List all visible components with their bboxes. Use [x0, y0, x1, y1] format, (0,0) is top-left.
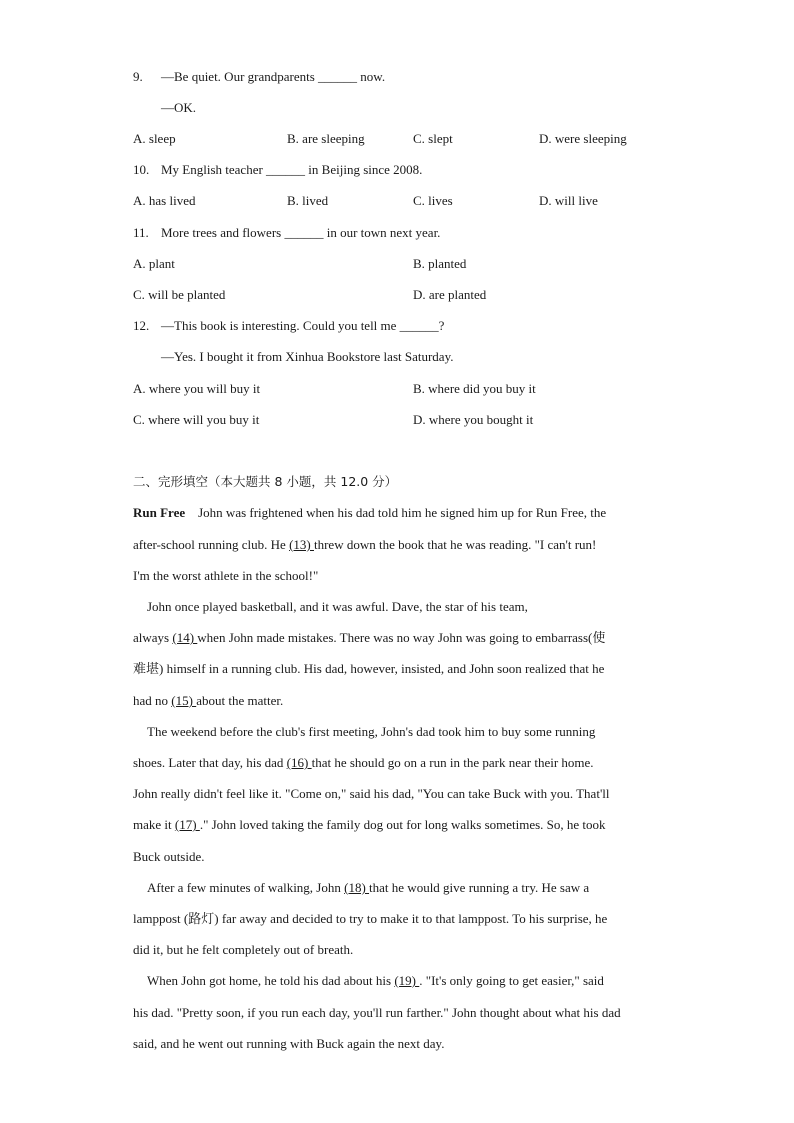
option-b[interactable]: B. where did you buy it [413, 381, 536, 396]
passage-text: shoes. Later that day, his dad [133, 755, 287, 770]
blank-18[interactable]: (18) [344, 880, 370, 895]
passage-text: that he should go on a run in the park near their home. [311, 755, 594, 770]
option-a[interactable]: A. has lived [133, 193, 196, 208]
passage-line: lamppost (路灯) far away and decided to try to make it to that lamppost. To his surprise, he [133, 911, 608, 926]
option-d[interactable]: D. were sleeping [539, 131, 627, 146]
question-number: 10. [133, 162, 150, 177]
passage-line: said, and he went out running with Buck again the next day. [133, 1036, 445, 1051]
passage-text: had no [133, 693, 172, 708]
option-a[interactable]: A. sleep [133, 131, 176, 146]
option-a[interactable]: A. where you will buy it [133, 381, 261, 396]
passage-line [133, 817, 606, 833]
passage-line: Buck outside. [133, 849, 205, 864]
question-stem-reply: —OK. [161, 100, 197, 115]
blank-16[interactable]: (16) [286, 755, 312, 770]
passage-line [133, 630, 605, 646]
option-d[interactable]: D. are planted [413, 287, 487, 302]
option-b[interactable]: B. planted [413, 256, 467, 271]
option-c[interactable]: C. will be planted [133, 287, 226, 302]
passage-text: after-school running club. He [133, 537, 290, 552]
passage-line: The weekend before the club's first meeting, John's dad took him to buy some running [147, 724, 596, 739]
question-number: 11. [133, 225, 149, 240]
passage-line [147, 973, 604, 989]
question-stem: —This book is interesting. Could you tell me ______? [161, 318, 445, 333]
passage-line [133, 755, 594, 771]
passage-title: Run Free [133, 505, 186, 520]
option-b[interactable]: B. lived [287, 193, 329, 208]
passage-text: John was frightened when his dad told him he signed him up for Run Free, the [198, 505, 607, 520]
question-stem: —Be quiet. Our grandparents ______ now. [161, 69, 386, 84]
passage-line: 难堪) himself in a running club. His dad, however, insisted, and John soon realized that he [133, 661, 605, 676]
option-c[interactable]: C. where will you buy it [133, 412, 260, 427]
passage-line: John once played basketball, and it was awful. Dave, the star of his team, [147, 599, 528, 614]
question-number: 9. [133, 69, 143, 84]
blank-14[interactable]: (14) [172, 630, 198, 645]
passage-text: After a few minutes of walking, John [147, 880, 345, 895]
blank-17[interactable]: (17) [174, 817, 200, 832]
passage-text: that he would give running a try. He saw a [369, 880, 590, 895]
option-b[interactable]: B. are sleeping [287, 131, 365, 146]
blank-19[interactable]: (19) [394, 973, 420, 988]
passage-text: when John made mistakes. There was no way John was going to embarrass(使 [197, 630, 606, 645]
passage-text: make it [133, 817, 175, 832]
passage-line: did it, but he felt completely out of breath. [133, 942, 354, 957]
passage-text: always [133, 630, 173, 645]
section-title: 二、完形填空（本大题共 8 小题，共 12.0 分） [133, 474, 398, 489]
passage-line [147, 880, 589, 896]
passage-line [133, 505, 606, 521]
option-a[interactable]: A. plant [133, 256, 175, 271]
option-d[interactable]: D. will live [539, 193, 598, 208]
passage-line: his dad. "Pretty soon, if you run each day, you'll run farther." John thought about what his dad [133, 1005, 621, 1020]
passage-text: threw down the book that he was reading. "I can't run! [313, 537, 597, 552]
passage-line [133, 693, 283, 709]
passage-text: about the matter. [196, 693, 284, 708]
passage-line [133, 537, 596, 553]
passage-text: ." John loved taking the family dog out for long walks sometimes. So, he took [199, 817, 606, 832]
option-c[interactable]: C. slept [413, 131, 453, 146]
option-d[interactable]: D. where you bought it [413, 412, 534, 427]
option-c[interactable]: C. lives [413, 193, 453, 208]
question-number: 12. [133, 318, 150, 333]
passage-text: . "It's only going to get easier," said [419, 973, 604, 988]
passage-text: When John got home, he told his dad about his [147, 973, 395, 988]
passage-line: I'm the worst athlete in the school!" [133, 568, 319, 583]
question-stem: My English teacher ______ in Beijing since 2008. [161, 162, 423, 177]
blank-15[interactable]: (15) [171, 693, 197, 708]
passage-line: John really didn't feel like it. "Come on," said his dad, "You can take Buck with you. That'll [133, 786, 610, 801]
question-stem-reply: —Yes. I bought it from Xinhua Bookstore last Saturday. [161, 349, 454, 364]
question-stem: More trees and flowers ______ in our town next year. [161, 225, 441, 240]
blank-13[interactable]: (13) [289, 537, 314, 552]
